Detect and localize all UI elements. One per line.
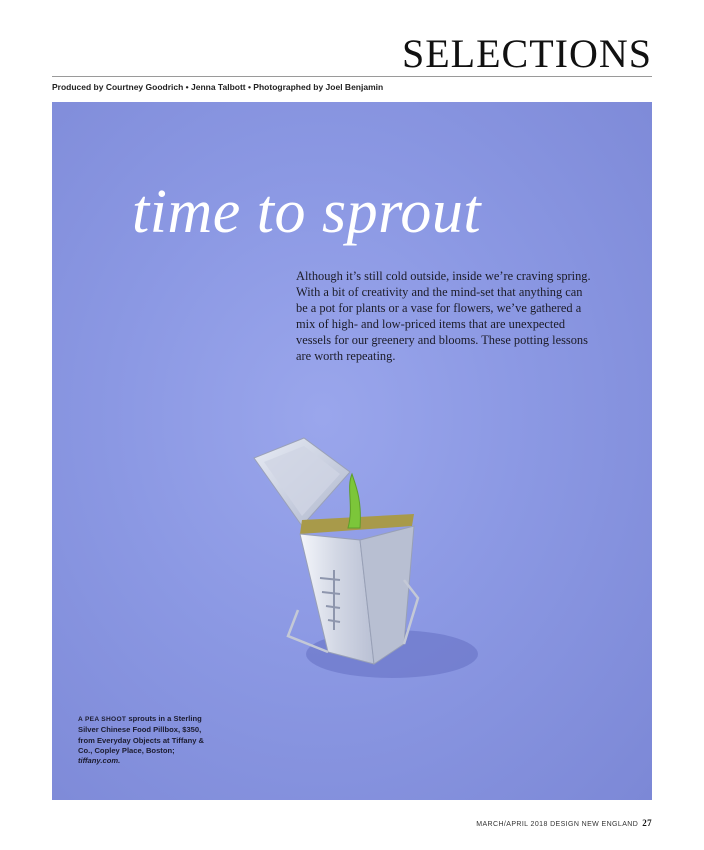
credits-line: Produced by Courtney Goodrich • Jenna Talbott • Photographed by Joel Benjamin bbox=[52, 82, 384, 92]
header-rule bbox=[52, 76, 652, 77]
caption-link[interactable]: tiffany.com. bbox=[78, 756, 121, 766]
section-title: SELECTIONS bbox=[402, 31, 652, 76]
feature-intro: Although it’s still cold outside, inside we’re craving spring. With a bit of creativity and the mind-set that anything can be a pot for plants or a vase for flowers, we’ve gathered a mix of high- and low-priced items that are unexpected vessels for our greenery and blooms. These potting lessons are worth repeating. bbox=[296, 269, 591, 363]
page-number: 27 bbox=[642, 818, 652, 828]
pea-shoot bbox=[348, 474, 360, 528]
caption-lead: A PEA SHOOT bbox=[78, 716, 127, 723]
page-footer bbox=[476, 818, 652, 828]
issue-label: MARCH/APRIL 2018 DESIGN NEW ENGLAND bbox=[476, 821, 639, 828]
feature-headline: time to sprout bbox=[132, 178, 482, 246]
caption-body: sprouts in a Sterling Silver Chinese Food Pillbox, $350, from Everyday Objects at Tiffany & Co., Copley Place, Boston; bbox=[78, 714, 205, 755]
photo-caption bbox=[78, 714, 208, 766]
silver-pillbox-illustration bbox=[242, 430, 512, 690]
feature-photo bbox=[52, 102, 652, 800]
